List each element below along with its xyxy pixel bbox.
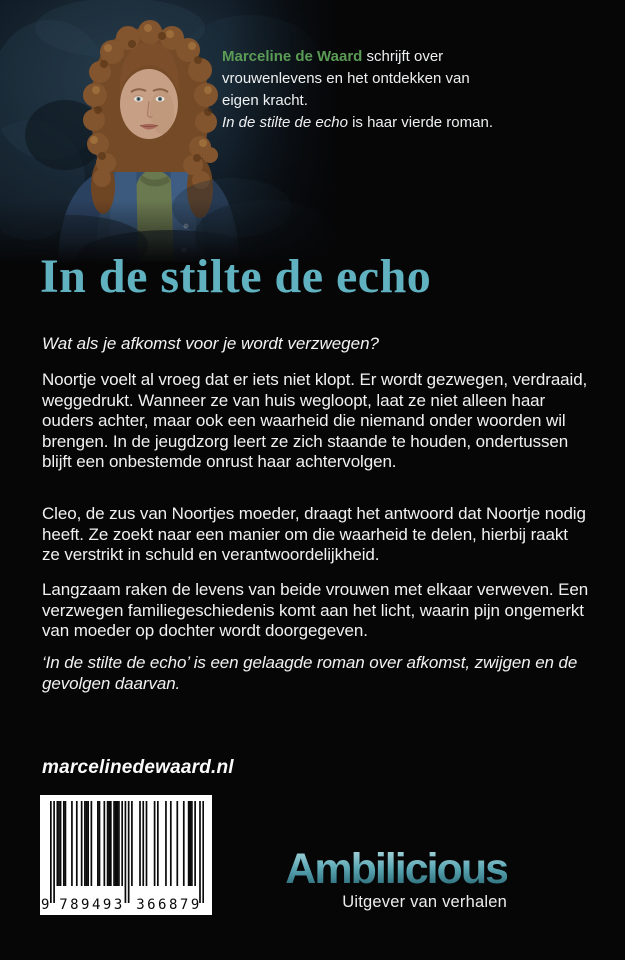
website-url: marcelinedewaard.nl xyxy=(42,757,234,778)
blurb-closing-line: ‘In de stilte de echo’ is een gelaagde roman over afkomst, zwijgen en de gevolgen daarvan. xyxy=(42,653,578,693)
publisher-name: Ambilicious xyxy=(285,845,507,893)
blurb-paragraph-3: Langzaam raken de levens van beide vrouwen met elkaar verweven. Een verzwegen familiegeschiedenis komt aan het licht, waarin pijn ongemerkt van moeder op dochter wordt doorgegeven. xyxy=(42,580,589,640)
bio-line-3: eigen kracht. xyxy=(222,92,308,109)
isbn-digit-lead: 9 xyxy=(41,897,50,913)
isbn-digit-group-1: 789493 xyxy=(59,897,125,913)
publisher-logo xyxy=(281,846,507,911)
bio-line-4-rest: is haar vierde roman. xyxy=(347,114,493,131)
bio-book-title: In de stilte de echo xyxy=(222,114,348,131)
isbn-barcode xyxy=(40,795,212,915)
page-title: In de stilte de echo xyxy=(40,250,432,303)
bio-line-4 xyxy=(222,112,522,134)
isbn-digit-group-2: 366879 xyxy=(136,897,202,913)
blurb-paragraph-2: Cleo, de zus van Noortjes moeder, draagt het antwoord dat Noortje nodig heeft. Ze zoekt naar een manier om die waarheid te delen, hierbij raakt ze verstrikt in schuld en verantwoordelijkheid. xyxy=(42,504,586,564)
barcode-bars xyxy=(50,801,204,903)
publisher-tagline: Uitgever van verhalen xyxy=(342,893,507,911)
author-name: Marceline de Waard xyxy=(222,48,363,65)
tagline-question: Wat als je afkomst voor je wordt verzwegen? xyxy=(42,334,379,353)
blurb-paragraph-1: Noortje voelt al vroeg dat er iets niet klopt. Er wordt gezwegen, verdraaid, weggedrukt. Wanneer ze van huis wegloopt, laat ze niet alleen haar ouders achter, maar ook een waarheid die niemand onder woorden wil brengen. In de jeugdzorg leert ze zich staande te houden, ondertussen blijft een onbestemde onrust haar achtervolgen. xyxy=(42,370,588,471)
bio-line-1 xyxy=(222,46,522,68)
bio-line-2: vrouwenlevens en het ontdekken van xyxy=(222,70,470,87)
author-bio xyxy=(222,46,522,134)
bio-line-1-rest: schrijft over xyxy=(362,48,444,65)
